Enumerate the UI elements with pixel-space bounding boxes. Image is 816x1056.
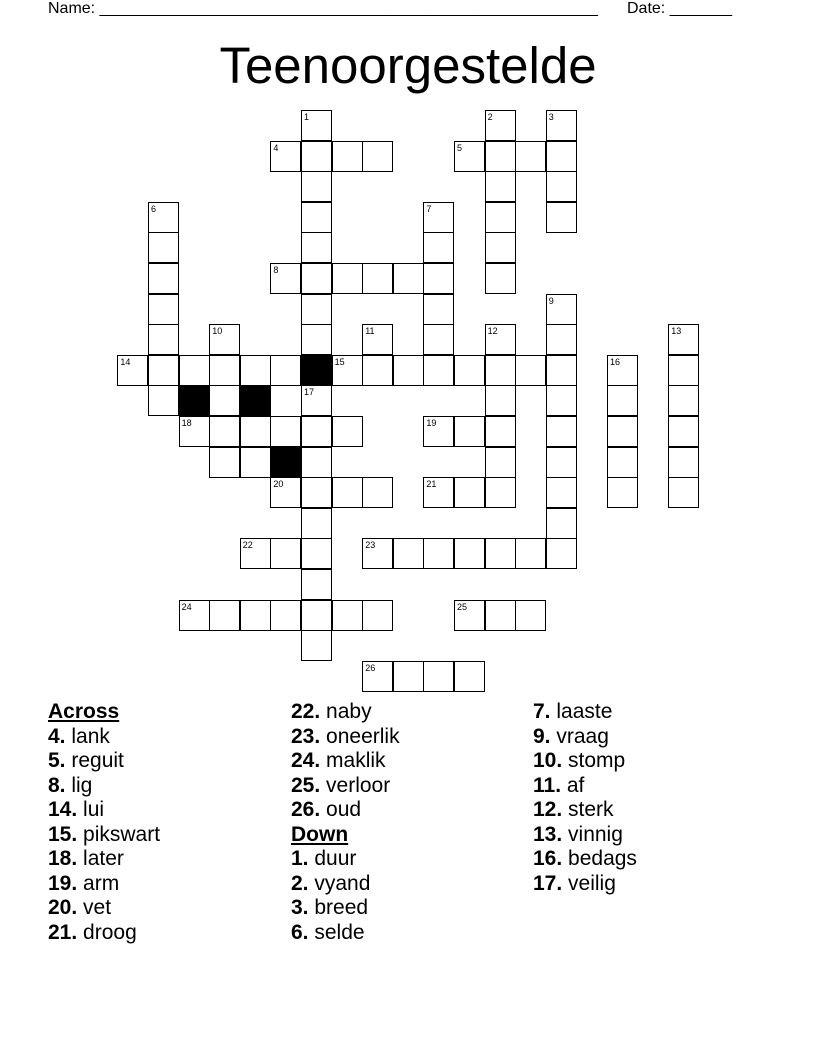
clue-item-number: 2. xyxy=(291,871,309,895)
clue-item-text: naby xyxy=(320,700,372,723)
clue-item-number: 18. xyxy=(48,847,78,870)
clue-item xyxy=(533,749,637,774)
grid-cell[interactable] xyxy=(485,447,516,478)
clue-item xyxy=(48,896,160,921)
grid-cell[interactable] xyxy=(270,416,301,447)
grid-cell[interactable] xyxy=(117,355,148,386)
clue-item-number: 15. xyxy=(48,822,78,846)
clue-item xyxy=(48,823,160,848)
clue-item-text: arm xyxy=(77,871,120,895)
grid-cell[interactable] xyxy=(301,141,332,172)
clue-item xyxy=(291,725,400,750)
grid-cell[interactable] xyxy=(179,355,210,386)
grid-cell[interactable] xyxy=(423,232,454,263)
grid-cell[interactable] xyxy=(546,110,577,141)
clue-item-number: 7. xyxy=(533,700,551,723)
clue-item-text: reguit xyxy=(65,749,124,772)
clue-item xyxy=(291,872,400,897)
grid-cell[interactable] xyxy=(515,355,546,386)
clue-number: 12 xyxy=(487,326,498,337)
clue-number: 23 xyxy=(365,540,376,551)
grid-cell[interactable] xyxy=(423,202,454,233)
grid-cell[interactable] xyxy=(485,141,516,172)
grid-cell[interactable] xyxy=(301,600,332,631)
grid-cell[interactable] xyxy=(179,600,210,631)
clue-item-text: verloor xyxy=(320,773,391,797)
grid-cell[interactable] xyxy=(546,416,577,447)
grid-cell[interactable] xyxy=(148,385,179,416)
grid-cell[interactable] xyxy=(423,355,454,386)
grid-cell[interactable] xyxy=(240,355,271,386)
grid-cell[interactable] xyxy=(485,263,516,294)
grid-cell[interactable] xyxy=(485,202,516,233)
grid-cell[interactable] xyxy=(607,447,638,478)
grid-cell[interactable] xyxy=(240,538,271,569)
clue-number: 6 xyxy=(151,203,157,214)
clue-number: 24 xyxy=(181,601,192,612)
grid-cell[interactable] xyxy=(362,538,393,569)
grid-cell[interactable] xyxy=(546,141,577,172)
grid-cell[interactable] xyxy=(546,508,577,539)
clue-item xyxy=(291,847,400,872)
grid-cell[interactable] xyxy=(546,294,577,325)
grid-cell[interactable] xyxy=(668,355,699,386)
clue-item-number: 5. xyxy=(48,749,66,772)
grid-cell[interactable] xyxy=(332,355,363,386)
clue-number: 17 xyxy=(304,387,315,398)
grid-cell[interactable] xyxy=(454,416,485,447)
clue-number: 26 xyxy=(365,662,376,673)
grid-cell[interactable] xyxy=(607,355,638,386)
grid-cell[interactable] xyxy=(607,416,638,447)
grid-cell[interactable] xyxy=(485,538,516,569)
grid-cell[interactable] xyxy=(332,600,363,631)
grid-cell[interactable] xyxy=(301,569,332,600)
grid-cell[interactable] xyxy=(485,600,516,631)
grid-cell[interactable] xyxy=(546,538,577,569)
clue-number: 20 xyxy=(273,479,284,490)
clue-item xyxy=(48,921,160,946)
clue-item-number: 21. xyxy=(48,920,78,944)
grid-cell[interactable] xyxy=(485,477,516,508)
grid-cell[interactable] xyxy=(148,202,179,233)
grid-cell[interactable] xyxy=(454,661,485,692)
clue-column-2 xyxy=(291,700,400,945)
grid-cell[interactable] xyxy=(209,324,240,355)
clue-item-text: breed xyxy=(308,896,369,919)
grid-cell[interactable] xyxy=(362,355,393,386)
clue-item-text: lui xyxy=(77,798,105,821)
grid-cell[interactable] xyxy=(607,477,638,508)
black-square xyxy=(301,355,332,386)
grid-cell[interactable] xyxy=(668,385,699,416)
clue-number: 5 xyxy=(457,142,463,153)
clue-item-number: 23. xyxy=(291,724,321,748)
grid-cell[interactable] xyxy=(668,416,699,447)
grid-cell[interactable] xyxy=(301,294,332,325)
clue-item-text: veilig xyxy=(562,871,616,895)
grid-cell[interactable] xyxy=(546,385,577,416)
grid-cell[interactable] xyxy=(454,477,485,508)
grid-cell[interactable] xyxy=(546,477,577,508)
grid-cell[interactable] xyxy=(209,416,240,447)
clue-item xyxy=(291,749,400,774)
grid-cell[interactable] xyxy=(270,538,301,569)
clue-item-text: vraag xyxy=(550,724,609,748)
clue-item-text: lank xyxy=(65,724,110,748)
grid-cell[interactable] xyxy=(301,110,332,141)
clue-item-number: 24. xyxy=(291,749,321,772)
clue-number: 19 xyxy=(426,418,437,428)
clue-item xyxy=(533,872,637,897)
grid-cell[interactable] xyxy=(393,355,424,386)
grid-cell[interactable] xyxy=(485,416,516,447)
grid-cell[interactable] xyxy=(148,263,179,294)
clue-item-text: vyand xyxy=(308,871,371,895)
grid-cell[interactable] xyxy=(332,141,363,172)
grid-cell[interactable] xyxy=(301,232,332,263)
date-line[interactable]: _______ xyxy=(669,0,732,17)
across-heading: Across xyxy=(48,700,120,723)
grid-cell[interactable] xyxy=(546,324,577,355)
clue-item-number: 25. xyxy=(291,773,321,797)
clue-item-number: 14. xyxy=(48,798,78,821)
grid-cell[interactable] xyxy=(148,324,179,355)
grid-cell[interactable] xyxy=(546,202,577,233)
clue-item-text: laaste xyxy=(550,700,613,723)
page-title: Teenoorgestelde xyxy=(219,37,597,94)
grid-cell[interactable] xyxy=(668,477,699,508)
grid-cell[interactable] xyxy=(454,600,485,631)
clue-item-text: oneerlik xyxy=(320,724,400,748)
grid-cell[interactable] xyxy=(209,385,240,416)
grid-cell[interactable] xyxy=(423,294,454,325)
clue-item-number: 11. xyxy=(533,773,562,797)
clue-item-number: 6. xyxy=(291,920,309,944)
grid-cell[interactable] xyxy=(301,508,332,539)
clue-number: 7 xyxy=(426,203,432,214)
clue-item xyxy=(291,700,400,725)
grid-cell[interactable] xyxy=(301,324,332,355)
grid-cell[interactable] xyxy=(668,447,699,478)
clue-item-text: vet xyxy=(77,896,112,919)
clue-item-text: lig xyxy=(65,773,93,797)
grid-cell[interactable] xyxy=(209,600,240,631)
grid-cell[interactable] xyxy=(148,355,179,386)
grid-cell[interactable] xyxy=(423,538,454,569)
down-heading: Down xyxy=(291,822,349,846)
clue-item-number: 17. xyxy=(533,871,563,895)
grid-cell[interactable] xyxy=(515,141,546,172)
grid-cell[interactable] xyxy=(332,263,363,294)
clue-item xyxy=(48,749,160,774)
grid-cell[interactable] xyxy=(362,324,393,355)
clue-item-text: af xyxy=(561,773,585,797)
clue-number: 10 xyxy=(212,326,223,337)
grid-cell[interactable] xyxy=(209,355,240,386)
grid-cell[interactable] xyxy=(362,263,393,294)
grid-cell[interactable] xyxy=(607,385,638,416)
clue-item-text: sterk xyxy=(562,798,614,821)
clue-item xyxy=(533,798,637,823)
clue-number: 15 xyxy=(334,356,345,367)
grid-cell[interactable] xyxy=(301,538,332,569)
black-square xyxy=(240,385,271,416)
clue-item-number: 3. xyxy=(291,896,309,919)
clue-item-text: bedags xyxy=(562,847,637,870)
grid-cell[interactable] xyxy=(301,171,332,202)
clue-item xyxy=(533,774,637,799)
grid-cell[interactable] xyxy=(393,538,424,569)
grid-cell[interactable] xyxy=(332,416,363,447)
grid-cell[interactable] xyxy=(270,263,301,294)
clue-item-number: 1. xyxy=(291,847,309,870)
clue-item xyxy=(291,798,400,823)
grid-cell[interactable] xyxy=(179,416,210,447)
clue-item xyxy=(48,872,160,897)
clue-number: 9 xyxy=(548,295,554,306)
clue-number: 8 xyxy=(273,265,279,275)
clue-item xyxy=(291,774,400,799)
clue-number: 14 xyxy=(120,356,131,367)
clue-number: 4 xyxy=(273,142,279,153)
clue-number: 3 xyxy=(548,112,554,122)
grid-cell[interactable] xyxy=(148,294,179,325)
clue-column-3 xyxy=(533,700,637,896)
grid-cell[interactable] xyxy=(485,385,516,416)
clue-item-number: 13. xyxy=(533,822,563,846)
clue-item xyxy=(48,774,160,799)
clue-item xyxy=(533,700,637,725)
clue-item-text: stomp xyxy=(562,749,626,772)
grid-cell[interactable] xyxy=(240,416,271,447)
clue-number: 18 xyxy=(181,418,192,428)
clue-item xyxy=(48,725,160,750)
clue-number: 22 xyxy=(242,540,253,551)
grid-cell[interactable] xyxy=(485,232,516,263)
grid-cell[interactable] xyxy=(270,600,301,631)
grid-cell[interactable] xyxy=(270,355,301,386)
clue-item-text: vinnig xyxy=(562,822,623,846)
name-label: Name: xyxy=(48,0,96,17)
clue-item-number: 20. xyxy=(48,896,78,919)
grid-cell[interactable] xyxy=(423,416,454,447)
grid-cell[interactable] xyxy=(270,141,301,172)
clue-number: 21 xyxy=(426,479,437,490)
clue-item-number: 8. xyxy=(48,773,66,797)
clue-item-text: duur xyxy=(308,847,357,870)
grid-cell[interactable] xyxy=(454,141,485,172)
clue-item-number: 22. xyxy=(291,700,321,723)
grid-cell[interactable] xyxy=(301,477,332,508)
clue-item-number: 26. xyxy=(291,798,321,821)
grid-cell[interactable] xyxy=(546,355,577,386)
grid-cell[interactable] xyxy=(515,600,546,631)
grid-cell[interactable] xyxy=(423,263,454,294)
grid-cell[interactable] xyxy=(423,324,454,355)
grid-cell[interactable] xyxy=(485,171,516,202)
clue-item-text: oud xyxy=(320,798,362,821)
grid-cell[interactable] xyxy=(209,447,240,478)
grid-cell[interactable] xyxy=(240,600,271,631)
clue-item-number: 12. xyxy=(533,798,563,821)
clue-item-text: droog xyxy=(77,920,137,944)
clue-number: 1 xyxy=(304,112,310,122)
grid-cell[interactable] xyxy=(301,202,332,233)
grid-cell[interactable] xyxy=(393,263,424,294)
clue-number: 2 xyxy=(487,112,493,122)
clue-item xyxy=(48,798,160,823)
grid-cell[interactable] xyxy=(301,447,332,478)
grid-cell[interactable] xyxy=(515,538,546,569)
black-square xyxy=(179,385,210,416)
grid-cell[interactable] xyxy=(332,477,363,508)
grid-cell[interactable] xyxy=(362,477,393,508)
clue-item-number: 10. xyxy=(533,749,563,772)
clue-column-1 xyxy=(48,700,160,945)
clue-item-text: later xyxy=(77,847,124,870)
grid-cell[interactable] xyxy=(454,355,485,386)
clue-item xyxy=(533,823,637,848)
grid-cell[interactable] xyxy=(546,171,577,202)
grid-cell[interactable] xyxy=(362,600,393,631)
clue-number: 11 xyxy=(365,326,375,337)
grid-cell[interactable] xyxy=(362,661,393,692)
clue-number: 13 xyxy=(671,326,682,337)
clue-number: 16 xyxy=(610,356,621,367)
clue-item-number: 9. xyxy=(533,724,551,748)
grid-cell[interactable] xyxy=(301,416,332,447)
clue-number: 25 xyxy=(457,601,468,612)
clue-item-number: 4. xyxy=(48,724,66,748)
grid-cell[interactable] xyxy=(485,355,516,386)
grid-cell[interactable] xyxy=(301,263,332,294)
grid-cell[interactable] xyxy=(301,630,332,661)
grid-cell[interactable] xyxy=(393,661,424,692)
clue-item xyxy=(533,847,637,872)
clue-item xyxy=(291,896,400,921)
grid-cell[interactable] xyxy=(668,324,699,355)
clue-item-number: 16. xyxy=(533,847,563,870)
clue-item-text: pikswart xyxy=(77,822,161,846)
date-label: Date: xyxy=(627,0,666,17)
grid-cell[interactable] xyxy=(485,324,516,355)
grid-cell[interactable] xyxy=(148,232,179,263)
clue-item xyxy=(533,725,637,750)
clue-item-text: maklik xyxy=(320,749,386,772)
grid-cell[interactable] xyxy=(454,538,485,569)
clue-item-number: 19. xyxy=(48,871,78,895)
grid-cell[interactable] xyxy=(423,477,454,508)
black-square xyxy=(270,447,301,478)
grid-cell[interactable] xyxy=(301,385,332,416)
clue-item-text: selde xyxy=(308,920,365,944)
grid-cell[interactable] xyxy=(270,477,301,508)
grid-cell[interactable] xyxy=(240,447,271,478)
clue-item xyxy=(291,921,400,946)
grid-cell[interactable] xyxy=(362,141,393,172)
grid-cell[interactable] xyxy=(485,110,516,141)
grid-cell[interactable] xyxy=(423,661,454,692)
clue-item xyxy=(48,847,160,872)
name-line[interactable]: ________________________________________________________ xyxy=(99,0,598,17)
grid-cell[interactable] xyxy=(546,447,577,478)
